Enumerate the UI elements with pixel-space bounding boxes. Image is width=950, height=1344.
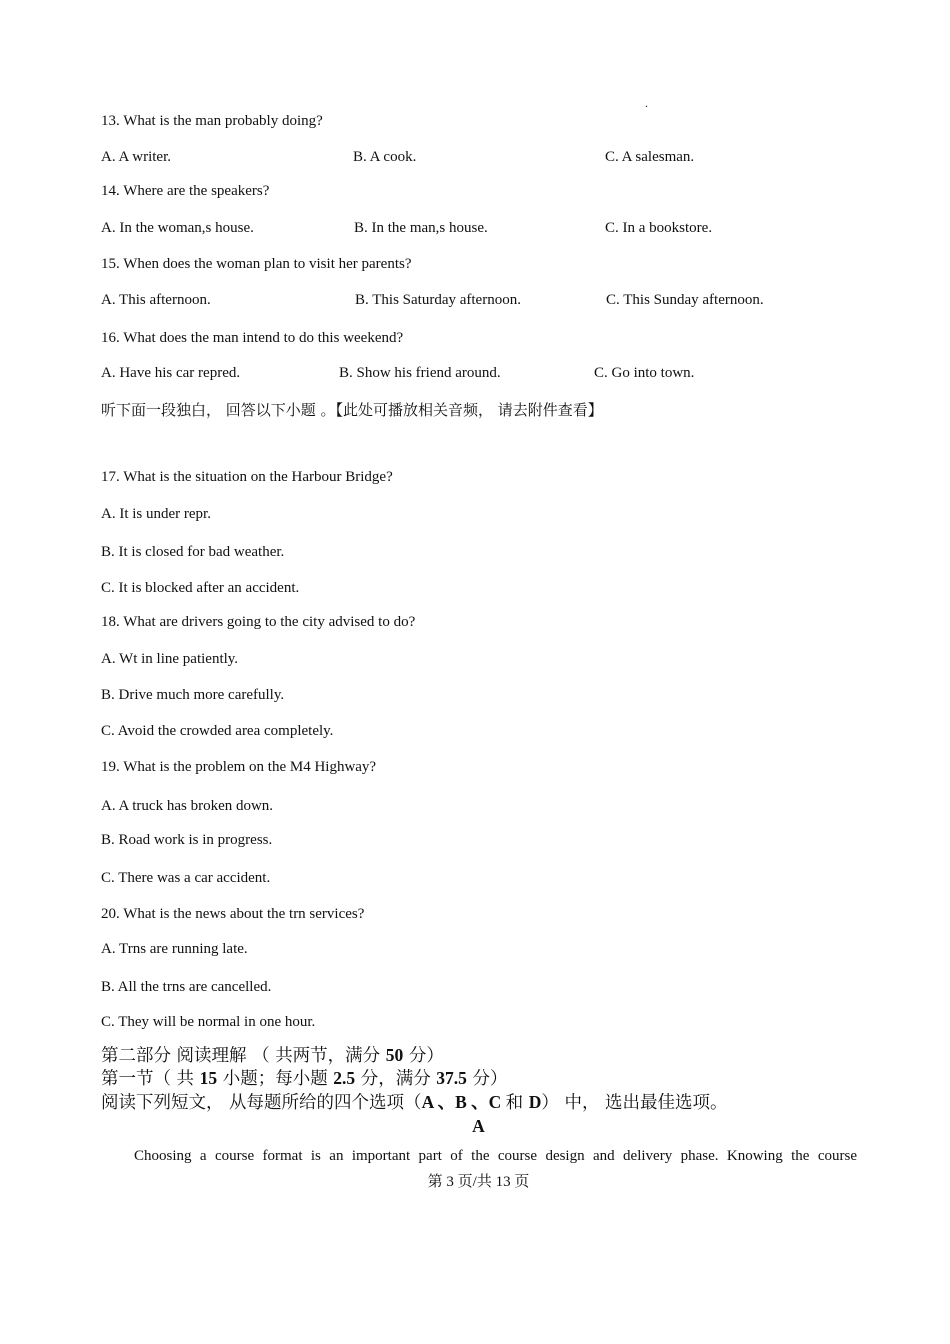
question-18-option-a: A. Wt in line patiently. (101, 651, 239, 667)
question-20-option-c: C. They will be normal in one hour. (101, 1014, 316, 1030)
question-16-option-a: A. Have his car repred. (101, 365, 241, 381)
question-19-option-a: A. A truck has broken down. (101, 798, 274, 814)
question-14-option-a: A. In the woman,s house. (101, 220, 254, 236)
reading-instruction: 阅读下列短文， 从每题所给的四个选项（A 、B 、C 和 D） 中， 选出最佳选项。 (101, 1092, 728, 1113)
question-20-option-a: A. Trns are running late. (101, 941, 248, 957)
question-16-stem: 16. What does the man intend to do this weekend? (101, 330, 404, 346)
question-15-stem: 15. When does the woman plan to visit her parents? (101, 256, 412, 272)
question-13-option-c: C. A salesman. (605, 149, 695, 165)
question-15-option-a: A. This afternoon. (101, 292, 211, 308)
question-17-option-c: C. It is blocked after an accident. (101, 580, 300, 596)
question-17-option-a: A. It is under repr. (101, 506, 211, 522)
question-18-option-c: C. Avoid the crowded area completely. (101, 723, 334, 739)
page-footer: 第 3 页/共 13 页 (427, 1174, 530, 1190)
question-13-option-a: A. A writer. (101, 149, 171, 165)
question-17-stem: 17. What is the situation on the Harbour Bridge? (101, 469, 393, 485)
passage-first-line: Choosing a course format is an important part of the course design and delivery phase. Knowing the course (134, 1148, 857, 1164)
question-19-option-b: B. Road work is in progress. (101, 832, 273, 848)
question-16-option-c: C. Go into town. (594, 365, 695, 381)
part2-title: 第二部分 阅读理解 （ 共两节，满分 50 分） (101, 1045, 444, 1066)
question-13-stem: 13. What is the man probably doing? (101, 113, 323, 129)
question-17-option-b: B. It is closed for bad weather. (101, 544, 285, 560)
question-20-stem: 20. What is the news about the trn services? (101, 906, 365, 922)
question-16-option-b: B. Show his friend around. (339, 365, 501, 381)
question-19-stem: 19. What is the problem on the M4 Highway? (101, 759, 377, 775)
monologue-instruction: 听下面一段独白， 回答以下小题 。【此处可播放相关音频， 请去附件查看】 (101, 401, 603, 419)
question-14-option-b: B. In the man,s house. (354, 220, 488, 236)
section1-title: 第一节（ 共 15 小题；每小题 2.5 分，满分 37.5 分） (101, 1068, 508, 1089)
question-15-option-b: B. This Saturday afternoon. (355, 292, 521, 308)
question-15-option-c: C. This Sunday afternoon. (606, 292, 764, 308)
question-14-option-c: C. In a bookstore. (605, 220, 713, 236)
question-19-option-c: C. There was a car accident. (101, 870, 271, 886)
top-mark: . (645, 96, 648, 110)
question-18-stem: 18. What are drivers going to the city advised to do? (101, 614, 416, 630)
question-18-option-b: B. Drive much more carefully. (101, 687, 285, 703)
passage-label: A (472, 1116, 485, 1136)
question-14-stem: 14. Where are the speakers? (101, 183, 270, 199)
question-20-option-b: B. All the trns are cancelled. (101, 979, 272, 995)
question-13-option-b: B. A cook. (353, 149, 417, 165)
